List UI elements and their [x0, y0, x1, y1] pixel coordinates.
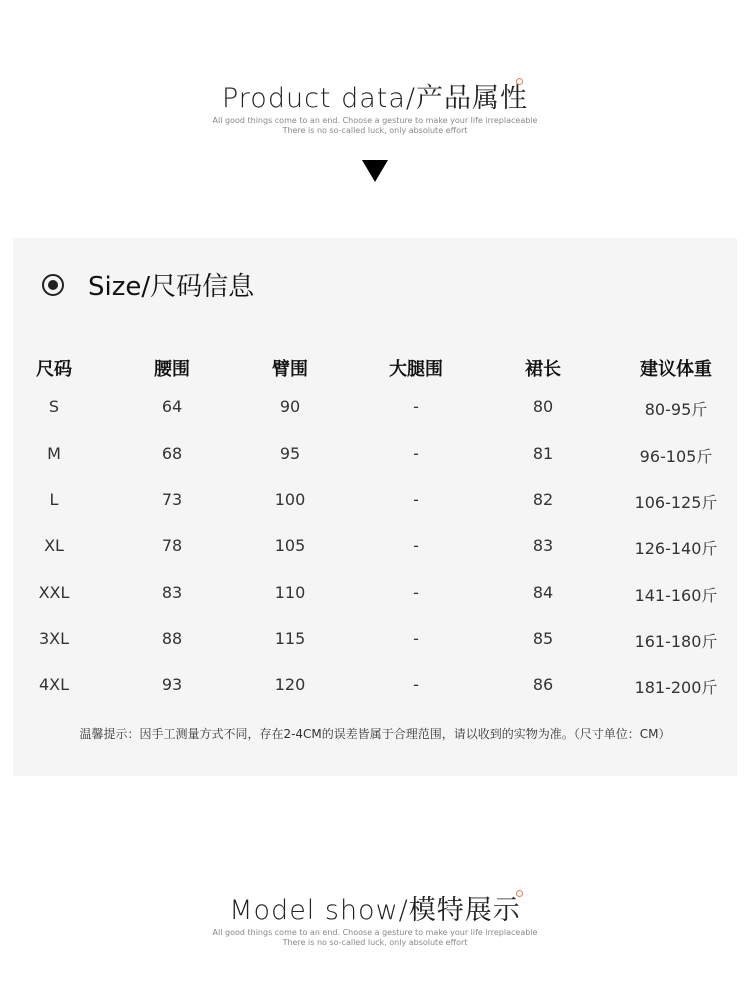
column-header-size: 尺码: [36, 359, 72, 380]
model-subtitle-2: There is no so-called luck, only absolute effort: [282, 938, 468, 947]
product-subtitle-1: All good things come to an end. Choose a gesture to make your life irreplaceable: [212, 116, 538, 125]
model-show-heading: [0, 888, 750, 927]
table-cell-thigh: -: [413, 444, 419, 463]
table-cell-arm: 105: [274, 536, 306, 555]
size-title: Size/尺码信息: [88, 272, 255, 302]
model-title-dot-icon: [516, 890, 523, 897]
table-cell-skirt-length: 84: [532, 583, 554, 602]
table-cell-waist: 73: [161, 490, 183, 509]
table-cell-thigh: -: [413, 490, 419, 509]
table-cell-skirt-length: 81: [532, 444, 554, 463]
table-cell-weight: 80-95斤: [644, 400, 708, 419]
table-cell-skirt-length: 86: [532, 675, 554, 694]
table-cell-waist: 88: [161, 629, 183, 648]
model-show-title: Model show/模特展示: [229, 895, 521, 926]
table-cell-weight: 96-105斤: [639, 447, 713, 466]
table-cell-thigh: -: [413, 629, 419, 648]
table-cell-weight: 161-180斤: [634, 632, 718, 651]
table-cell-waist: 83: [161, 583, 183, 602]
table-cell-arm: 95: [279, 444, 301, 463]
product-title-dot-icon: [516, 78, 523, 85]
table-cell-size: XXL: [38, 583, 70, 602]
table-cell-size: L: [49, 490, 59, 509]
table-cell-weight: 141-160斤: [634, 586, 718, 605]
table-cell-weight: 106-125斤: [634, 493, 718, 512]
product-data-heading: [0, 76, 750, 115]
table-cell-size: XL: [44, 536, 64, 555]
table-cell-skirt-length: 83: [532, 536, 554, 555]
table-cell-waist: 64: [161, 397, 183, 416]
table-cell-skirt-length: 82: [532, 490, 554, 509]
radio-bullet-icon: [42, 274, 64, 296]
down-triangle-icon: [362, 160, 388, 182]
table-cell-waist: 68: [161, 444, 183, 463]
product-subtitle-2: There is no so-called luck, only absolute effort: [282, 126, 468, 135]
table-cell-thigh: -: [413, 397, 419, 416]
table-cell-thigh: -: [413, 675, 419, 694]
size-note: 温馨提示：因手工测量方式不同，存在2-4CM的误差皆属于合理范围，请以收到的实物为准。（尺寸单位：CM）: [79, 727, 671, 741]
column-header-arm: 臂围: [272, 359, 308, 380]
table-cell-arm: 90: [279, 397, 301, 416]
column-header-waist: 腰围: [154, 359, 190, 380]
table-cell-thigh: -: [413, 536, 419, 555]
table-cell-size: M: [47, 444, 61, 463]
table-cell-weight: 126-140斤: [634, 539, 718, 558]
size-heading: [42, 266, 254, 303]
table-cell-waist: 93: [161, 675, 183, 694]
table-cell-arm: 110: [274, 583, 306, 602]
table-cell-weight: 181-200斤: [634, 678, 718, 697]
table-cell-skirt-length: 80: [532, 397, 554, 416]
table-cell-size: S: [48, 397, 60, 416]
table-cell-size: 3XL: [38, 629, 70, 648]
table-cell-arm: 115: [274, 629, 306, 648]
table-cell-arm: 120: [274, 675, 306, 694]
table-cell-waist: 78: [161, 536, 183, 555]
table-cell-size: 4XL: [38, 675, 70, 694]
column-header-thigh: 大腿围: [389, 359, 443, 380]
product-data-title: Product data/产品属性: [221, 83, 528, 114]
column-header-skirt-length: 裙长: [525, 359, 561, 380]
table-cell-arm: 100: [274, 490, 306, 509]
column-header-weight: 建议体重: [640, 359, 712, 380]
table-cell-thigh: -: [413, 583, 419, 602]
table-cell-skirt-length: 85: [532, 629, 554, 648]
model-subtitle-1: All good things come to an end. Choose a gesture to make your life irreplaceable: [212, 928, 538, 937]
